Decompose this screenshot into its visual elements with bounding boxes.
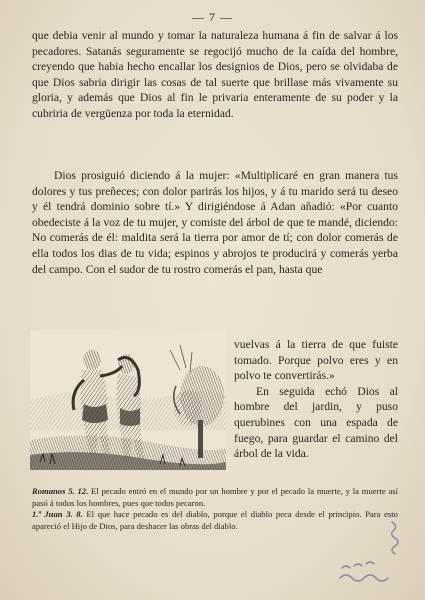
handwritten-ink-mark-icon [332, 518, 412, 588]
engraving-adam-and-eve-expulsion-icon [30, 330, 226, 470]
footnote-text: El que hace pecado es del diablo, porque el diablo peca desde el principio. Para esto apareció el Hijo de Dios, para deshacer las obras del diablo. [32, 509, 398, 531]
paragraph-3: vuelvas á la tierra de que fuiste tomado. Porque polvo eres y en polvo te convertirás.» [234, 338, 398, 383]
paragraph-1: que debia venir al mundo y tomar la naturaleza humana á fin de salvar á los pecadores. Satanás seguramente se regocijó mucho de la caída del hombre, creyendo que habia hecho encallar los designios de Dios, pero se olvidaba de que Dios sabria dirigir las cosas de tal suerte que brillase más vivamente su gloria, y además que Dios al fin le privaria enteramente de su poder y la cubriria de vergüenza por toda la eternidad. [32, 29, 398, 120]
page-number: — 7 — [192, 10, 233, 24]
paragraph-2: Dios prosiguió diciendo á la mujer: «Multiplicaré en gran manera tus dolores y tus preñeces; con dolor parirás los hijos, y á tu marido será tu deseo y él tendrá dominio sobre tí.» Y dirigiéndose á Adan añadió: «Por cuanto obedeciste á la voz de tu mujer, y comiste del árbol de que te mandé, diciendo: No comerás de él: maldita será la tierra por amor de tí; con dolor comerás de ella todos los dias de tu vida; espinos y abrojos te producirá y comerás yerba del campo. Con el sudor de tu rostro comerás el pan, hasta que [32, 169, 398, 276]
footnote-reference: 1.ª Juan 3. 8. [32, 509, 83, 519]
footnote-reference: Romanos 5. 12. [32, 486, 89, 496]
footnote-1 [32, 486, 398, 509]
text-block-middle [32, 168, 398, 277]
text-block-top [32, 28, 398, 122]
paragraph-4: En seguida echó Dios al hombre del jardin, y puso querubines con una espada de fuego, para guardar el camino del árbol de la vida. [234, 384, 398, 461]
footnote-text: El pecado entró en el mundo por un hombre y por el pecado la muerte, y la muerte así pasó á todos los hombres, pues que todos pecaron. [32, 486, 398, 508]
text-beside-illustration [234, 337, 398, 462]
